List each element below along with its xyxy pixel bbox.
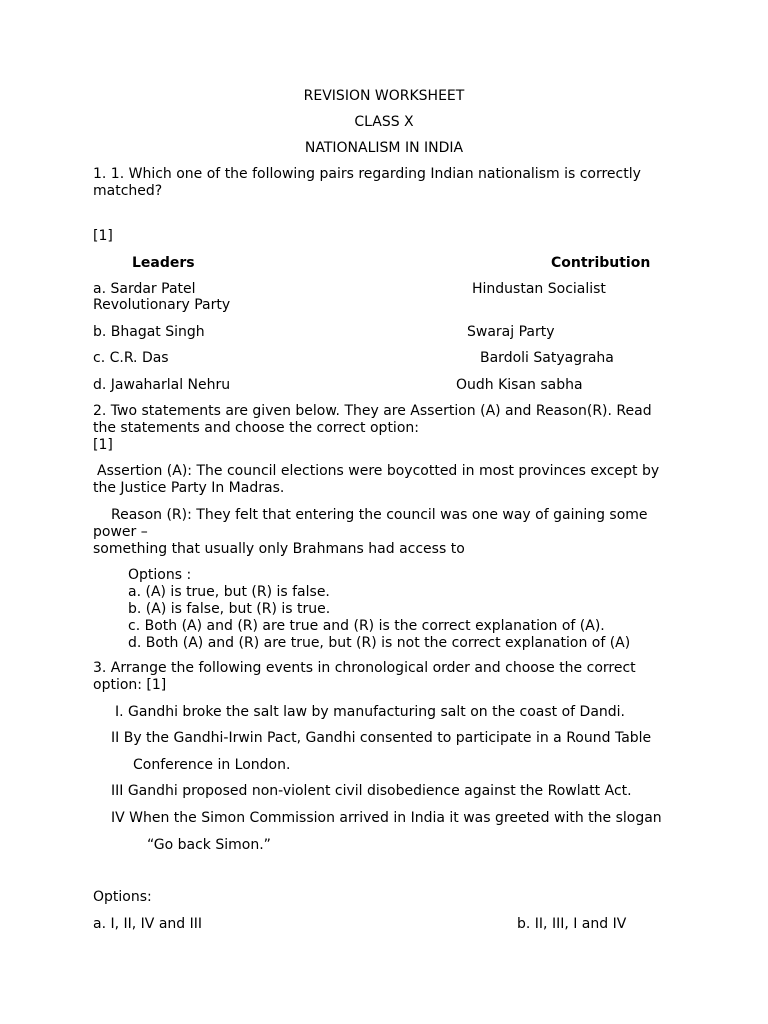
q3-option-b: b. II, III, I and IV (517, 916, 627, 932)
contribution-header: Contribution (551, 255, 651, 271)
chapter-title: NATIONALISM IN INDIA (304, 140, 464, 156)
q2-option-b: b. (A) is false, but (R) is true. (128, 601, 331, 617)
q1-row-b-leader: b. Bhagat Singh (93, 324, 205, 340)
q1-row-c-contribution: Bardoli Satyagraha (480, 350, 614, 366)
q2-reason-line1: Reason (R): They felt that entering the council was one way of gaining some (111, 507, 648, 523)
q1-row-d-contribution: Oudh Kisan sabha (456, 377, 583, 393)
q3-text-line2: option: [1] (93, 677, 167, 693)
q2-assertion: Assertion (A): The council elections were boycotted in most provinces except by the Justice Party In Madras. (93, 463, 660, 496)
q3-event-2-cont: Conference in London. (133, 757, 291, 773)
q2-reason-line3: something that usually only Brahmans had access to (93, 541, 465, 557)
q2-options (128, 567, 630, 652)
q2-option-c: c. Both (A) and (R) are true and (R) is the correct explanation of (A). (128, 618, 605, 634)
q2-options-label: Options : (128, 567, 192, 583)
q3-event-4-cont: “Go back Simon.” (147, 837, 271, 853)
q1-row-d-leader: d. Jawaharlal Nehru (93, 377, 231, 393)
worksheet-title: REVISION WORKSHEET (303, 88, 465, 104)
q1-marks: [1] (93, 228, 113, 244)
leaders-header: Leaders (132, 255, 195, 271)
q1-row-c-leader: c. C.R. Das (93, 350, 169, 366)
q1-text: 1. 1. Which one of the following pairs regarding Indian nationalism is correctly matched? (93, 166, 641, 199)
q1-row-b-contribution: Swaraj Party (467, 324, 555, 340)
q3-event-2: II By the Gandhi-Irwin Pact, Gandhi consented to participate in a Round Table (111, 730, 652, 746)
q2-text: 2. Two statements are given below. They are Assertion (A) and Reason(R). Read the statements and choose the correct option: (93, 403, 652, 436)
q3-options-label: Options: (93, 889, 152, 905)
q2-option-a: a. (A) is true, but (R) is false. (128, 584, 330, 600)
q3-option-a: a. I, II, IV and III (93, 916, 202, 932)
q3-event-1: I. Gandhi broke the salt law by manufacturing salt on the coast of Dandi. (115, 704, 626, 720)
q3-text-line1: 3. Arrange the following events in chronological order and choose the correct (93, 660, 636, 676)
class-label: CLASS X (354, 114, 414, 130)
q1-row-a-contribution-cont: Revolutionary Party (93, 297, 231, 313)
q1-row-a-leader: a. Sardar Patel (93, 281, 196, 297)
q2-reason-line2: power – (93, 524, 148, 540)
q3-event-4: IV When the Simon Commission arrived in India it was greeted with the slogan (111, 810, 662, 826)
q2-marks: [1] (93, 437, 113, 453)
q1-row-a-contribution: Hindustan Socialist (472, 281, 606, 297)
q2-option-d: d. Both (A) and (R) are true, but (R) is not the correct explanation of (A) (128, 635, 631, 651)
q3-event-3: III Gandhi proposed non-violent civil disobedience against the Rowlatt Act. (111, 783, 632, 799)
